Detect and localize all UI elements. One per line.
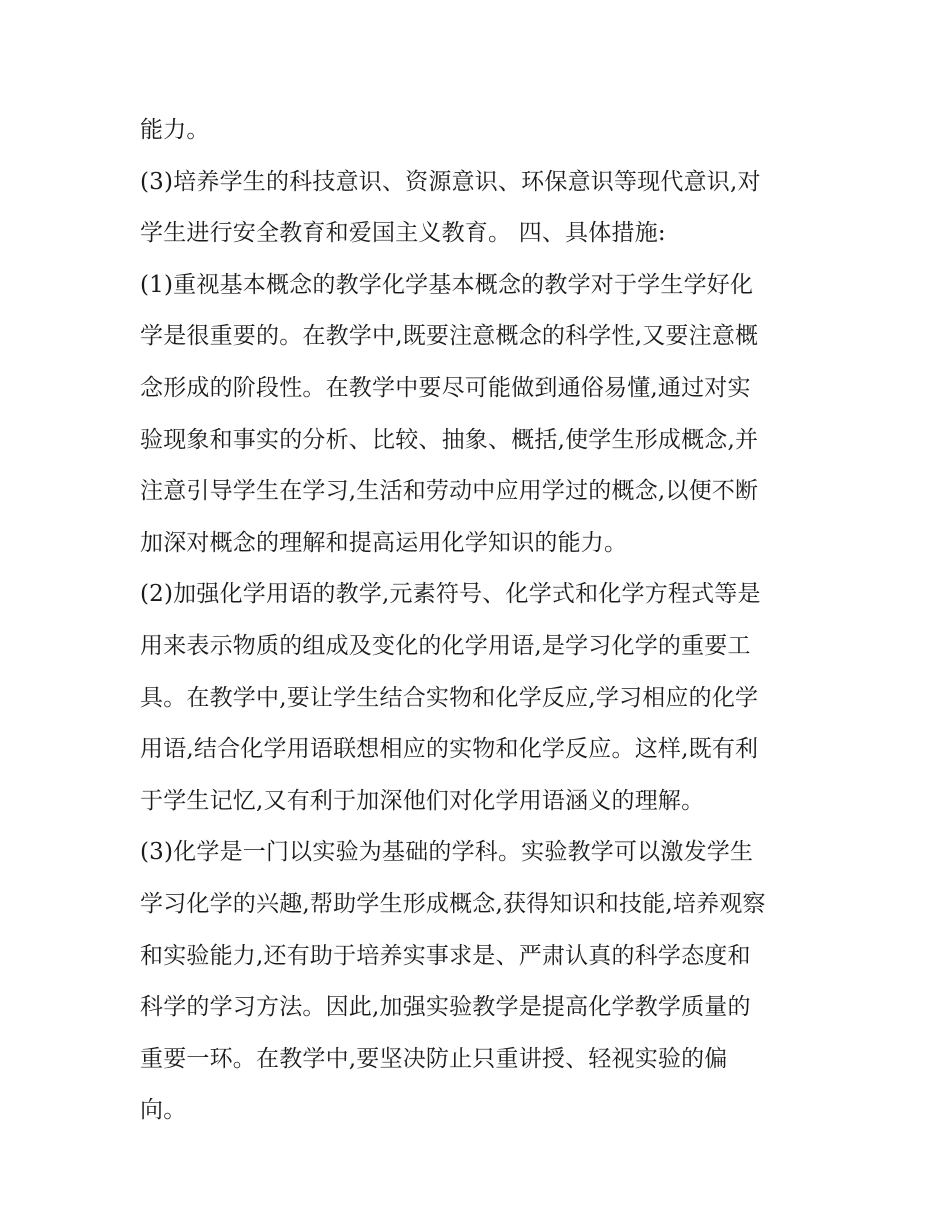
text-line: 学是很重要的。在教学中,既要注意概念的科学性,又要注意概 <box>140 323 759 350</box>
text-line: (1)重视基本概念的教学化学基本概念的教学对于学生学好化 <box>140 271 754 298</box>
text-line: 和实验能力,还有助于培养实事求是、严肃认真的科学态度和 <box>140 942 751 969</box>
text-line: 于学生记忆,又有利于加深他们对化学用语涵义的理解。 <box>140 787 705 814</box>
text-line: 注意引导学生在学习,生活和劳动中应用学过的概念,以便不断 <box>140 478 759 505</box>
text-line: 学习化学的兴趣,帮助学生形成概念,获得知识和技能,培养观察 <box>140 890 766 917</box>
body-text <box>140 105 820 1137</box>
text-line: 向。 <box>140 1097 187 1124</box>
text-line: 念形成的阶段性。在教学中要尽可能做到通俗易懂,通过对实 <box>140 374 751 401</box>
text-line: 重要一环。在教学中,要坚决防止只重讲授、轻视实验的偏 <box>140 1045 728 1072</box>
text-line: 用来表示物质的组成及变化的化学用语,是学习化学的重要工 <box>140 632 751 659</box>
text-line: 具。在教学中,要让学生结合实物和化学反应,学习相应的化学 <box>140 684 759 711</box>
text-line: 能力。 <box>140 117 210 143</box>
text-line: 科学的学习方法。因此,加强实验教学是提高化学教学质量的 <box>140 994 751 1021</box>
text-line: 加深对概念的理解和提高运用化学知识的能力。 <box>140 529 628 556</box>
text-line: (3)培养学生的科技意识、资源意识、环保意识等现代意识,对 <box>140 168 761 195</box>
text-line: (2)加强化学用语的教学,元素符号、化学式和化学方程式等是 <box>140 581 761 608</box>
text-line: 学生进行安全教育和爱国主义教育。 四、具体措施: <box>140 220 666 247</box>
text-line: 验现象和事实的分析、比较、抽象、概括,使学生形成概念,并 <box>140 426 759 453</box>
text-line: (3)化学是一门以实验为基础的学科。实验教学可以激发学生 <box>140 839 754 866</box>
text-line: 用语,结合化学用语联想相应的实物和化学反应。这样,既有利 <box>140 736 759 763</box>
